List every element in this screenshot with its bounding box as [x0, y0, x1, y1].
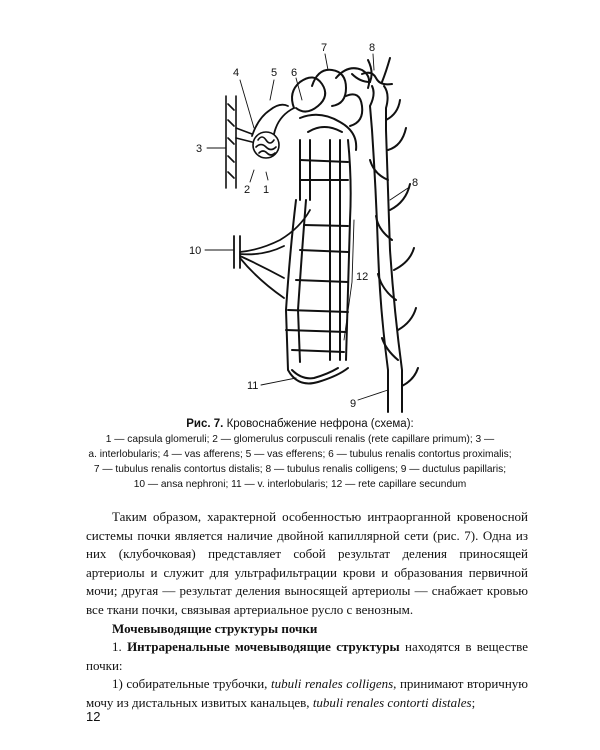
body-text	[86, 508, 528, 713]
p3-italic-2: tubuli renales contorti distales	[312, 694, 472, 710]
label-9: 9	[350, 398, 357, 410]
page-number: 12	[86, 709, 101, 724]
p3-c: ;	[471, 694, 476, 710]
section-heading: Мочевыводящие структуры почки	[112, 620, 318, 636]
p2-prefix: 1.	[112, 639, 128, 655]
interlobular-artery	[226, 96, 252, 188]
interlobular-vein	[234, 210, 310, 298]
figure-caption	[60, 417, 540, 492]
label-8-top: 8	[369, 42, 376, 54]
label-11: 10	[189, 245, 202, 257]
p3-b: , принимают вторичную мочу из дистальных извитых канальцев,	[86, 676, 528, 710]
paragraph-collecting-tubules	[86, 675, 528, 712]
nephron-loop	[286, 140, 351, 384]
p2-rest: находятся в веществе почки:	[86, 639, 528, 673]
caption-line-2: a. interlobularis; 4 — vas afferens; 5 — vas efferens; 6 — tubulus renalis contortus proximalis;	[88, 449, 512, 460]
caption-line-4: 10 — ansa nephroni; 11 — v. interlobularis; 12 — rete capillare secundum	[133, 479, 467, 490]
label-1: 1	[263, 184, 270, 196]
caption-title-text: Кровоснабжение нефрона (схема):	[223, 418, 414, 430]
glomerulus-capsule	[253, 132, 279, 158]
caption-title	[60, 417, 540, 432]
label-4: 4	[233, 67, 240, 79]
paragraph-double-capillary: Таким образом, характерной особенностью интраорганной кровеносной системы почки является наличие двойной капиллярной сети (рис. 7). Одна из них (клубочковая) представляет собой результат деления приносящей артериолы и служит для ультрафильтрации крови и образования первичной мочи; другая — результат деления выносящей артериолы — снабжает кровью все ткани почки, связывая артериальное русло с венозным.	[86, 509, 528, 617]
label-8-side: 8	[412, 177, 419, 189]
label-12: 12	[356, 271, 369, 283]
p2-bold: Интраренальные мочевыводящие структуры	[127, 639, 400, 655]
label-7: 7	[321, 42, 328, 54]
convoluted-tubules	[292, 68, 392, 150]
label-2: 2	[244, 184, 251, 196]
afferent-efferent-vessels	[252, 105, 294, 136]
paragraph-intrarenal	[86, 638, 528, 675]
caption-line-1: 1 — capsula glomeruli; 2 — glomerulus corpusculi renalis (rete capillare primum); 3 —	[105, 434, 495, 445]
label-6: 6	[291, 67, 298, 79]
caption-title-number: Рис. 7.	[186, 418, 224, 430]
label-5: 5	[271, 67, 278, 79]
caption-line-3: 7 — tubulus renalis contortus distalis; 8 — tubulus renalis colligens; 9 — ductulus papillaris;	[93, 464, 507, 475]
p3-a: 1) собирательные трубочки,	[112, 676, 271, 692]
p3-italic-1: tubuli renales colligens	[270, 676, 394, 692]
label-10: 11	[247, 380, 259, 392]
label-3: 3	[196, 143, 203, 155]
